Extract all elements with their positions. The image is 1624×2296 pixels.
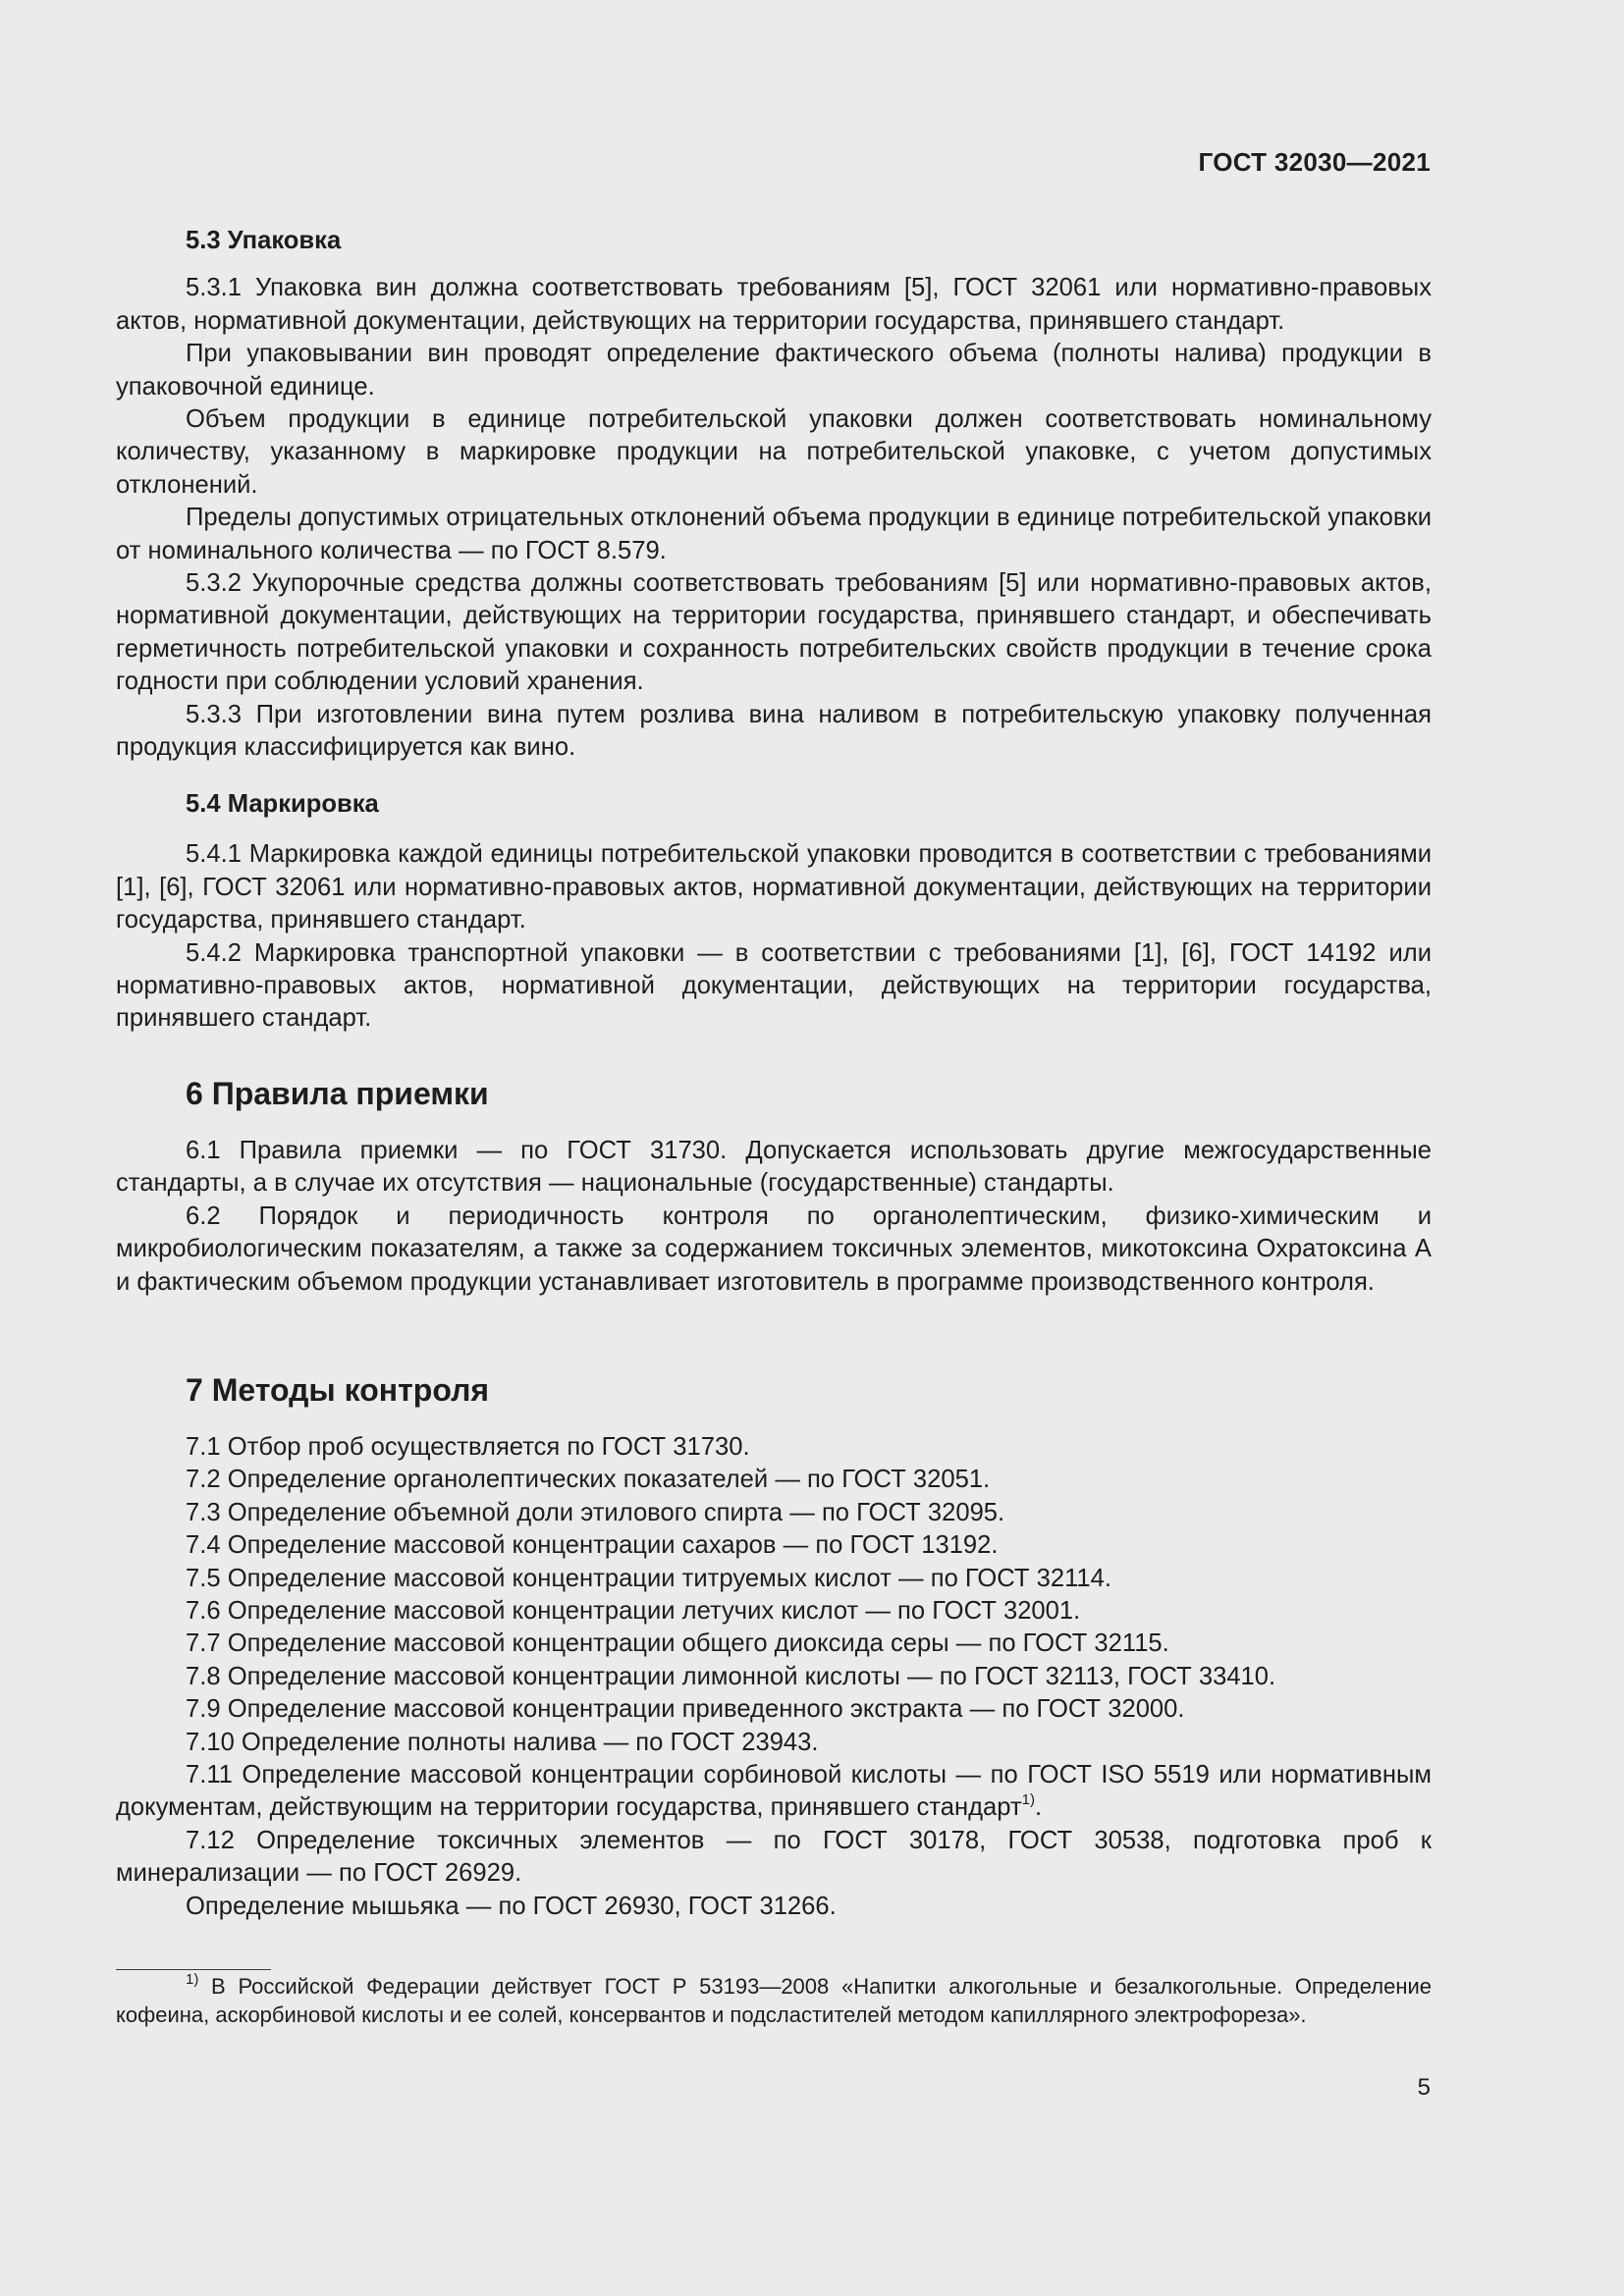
method-7-11 [116,1759,1432,1825]
method-7-7: 7.7 Определение массовой концентрации общего диоксида серы — по ГОСТ 32115. [186,1629,1169,1658]
paragraph-5-3-2: 5.3.2 Укупорочные средства должны соответствовать требованиям [5] или нормативно-правовых актов, нормативной документации, действующих на территории государства, принявшего стандарт, и обеспечивать герметичность потребительской упаковки и сохранность потребительских свойств продукции в течение срока годности при соблюдении условий хранения. [116,569,1432,696]
method-7-11-tail: . [1035,1793,1043,1822]
section-6 [116,1074,1432,1113]
section-5-3 [116,225,1432,765]
footnote-marker: 1) [186,1970,199,1988]
section-5-4-heading: 5.4 Маркировка [186,790,379,818]
section-5-3-heading: 5.3 Упаковка [186,227,342,254]
paragraph-5-3-1-d: Пределы допустимых отрицательных отклонений объема продукции в единице потребительской упаковки от номинального количества — по ГОСТ 8.579. [116,504,1432,564]
paragraph-5-3-1-b: При упаковывании вин проводят определение фактического объема (полноты налива) продукции в упаковочной единице. [116,340,1432,400]
section-7-body [116,1431,1432,1923]
section-6-heading: 6 Правила приемки [186,1076,489,1111]
page-number: 5 [1417,2074,1431,2101]
method-7-6: 7.6 Определение массовой концентрации летучих кислот — по ГОСТ 32001. [186,1597,1081,1626]
footnote-reference: 1) [1021,1790,1036,1808]
footnote-text: В Российской Федерации действует ГОСТ Р 53193—2008 «Напитки алкогольные и безалкогольные. Определение кофеина, аскорбиновой кислоты и ее солей, консервантов и подсластителей методом капиллярного электрофореза». [116,1974,1432,2027]
paragraph-6-1: 6.1 Правила приемки — по ГОСТ 31730. Допускается использовать другие межгосударственные стандарты, а в случае их отсутствия — национальные (государственные) стандарты. [116,1137,1432,1198]
paragraph-6-2: 6.2 Порядок и периодичность контроля по органолептическим, физико-химическим и микробиологическим показателям, а также за содержанием токсичных элементов, микотоксина Охратоксина А и фактическим объемом продукции устанавливает изготовитель в программе производственного контроля. [116,1201,1432,1296]
document-code: ГОСТ 32030—2021 [1198,147,1431,177]
section-5-4 [116,788,1432,1036]
paragraph-5-4-1: 5.4.1 Маркировка каждой единицы потребительской упаковки проводится в соответствии с требованиями [1], [6], ГОСТ 32061 или нормативно-правовых актов, нормативной документации, действующих на территории государства, принявшего стандарт. [116,840,1432,934]
section-7 [116,1370,1432,1410]
paragraph-5-4-2: 5.4.2 Маркировка транспортной упаковки — в соответствии с требованиями [1], [6], ГОСТ 14192 или нормативно-правовых актов, нормативной документации, действующих на территории государства, принявшего стандарт. [116,938,1432,1033]
method-7-4: 7.4 Определение массовой концентрации сахаров — по ГОСТ 13192. [186,1531,999,1560]
method-7-5: 7.5 Определение массовой концентрации титруемых кислот — по ГОСТ 32114. [186,1564,1112,1592]
method-7-10: 7.10 Определение полноты налива — по ГОСТ 23943. [186,1728,819,1756]
paragraph-5-3-1: 5.3.1 Упаковка вин должна соответствовать требованиям [5], ГОСТ 32061 или нормативно-правовых актов, нормативной документации, действующих на территории государства, принявшего стандарт. [116,274,1432,335]
method-7-2: 7.2 Определение органолептических показателей — по ГОСТ 32051. [186,1466,991,1494]
footnote [116,1972,1432,2029]
method-7-9: 7.9 Определение массовой концентрации приведенного экстракта — по ГОСТ 32000. [186,1695,1185,1724]
method-7-12: 7.12 Определение токсичных элементов — по ГОСТ 30178, ГОСТ 30538, подготовка проб к минерализации — по ГОСТ 26929. [116,1826,1432,1888]
method-7-11-text: 7.11 Определение массовой концентрации сорбиновой кислоты — по ГОСТ ISO 5519 или нормативным документам, действующим на территории государства, принявшего стандарт [116,1761,1432,1822]
paragraph-5-3-3: 5.3.3 При изготовлении вина путем розлива вина наливом в потребительскую упаковку полученная продукция классифицируется как вино. [116,700,1432,762]
section-6-body [116,1135,1432,1299]
method-7-1: 7.1 Отбор проб осуществляется по ГОСТ 31730. [186,1433,750,1461]
method-7-12-arsenic: Определение мышьяка — по ГОСТ 26930, ГОСТ 31266. [186,1892,837,1920]
paragraph-5-3-1-c: Объем продукции в единице потребительской упаковки должен соответствовать номинальному количеству, указанному в маркировке продукции на потребительской упаковке, с учетом допустимых отклонений. [116,405,1432,499]
method-7-3: 7.3 Определение объемной доли этилового спирта — по ГОСТ 32095. [186,1498,1005,1526]
method-7-8: 7.8 Определение массовой концентрации лимонной кислоты — по ГОСТ 32113, ГОСТ 33410. [186,1662,1276,1690]
section-7-heading: 7 Методы контроля [186,1372,490,1408]
footnote-separator [116,1969,271,1970]
